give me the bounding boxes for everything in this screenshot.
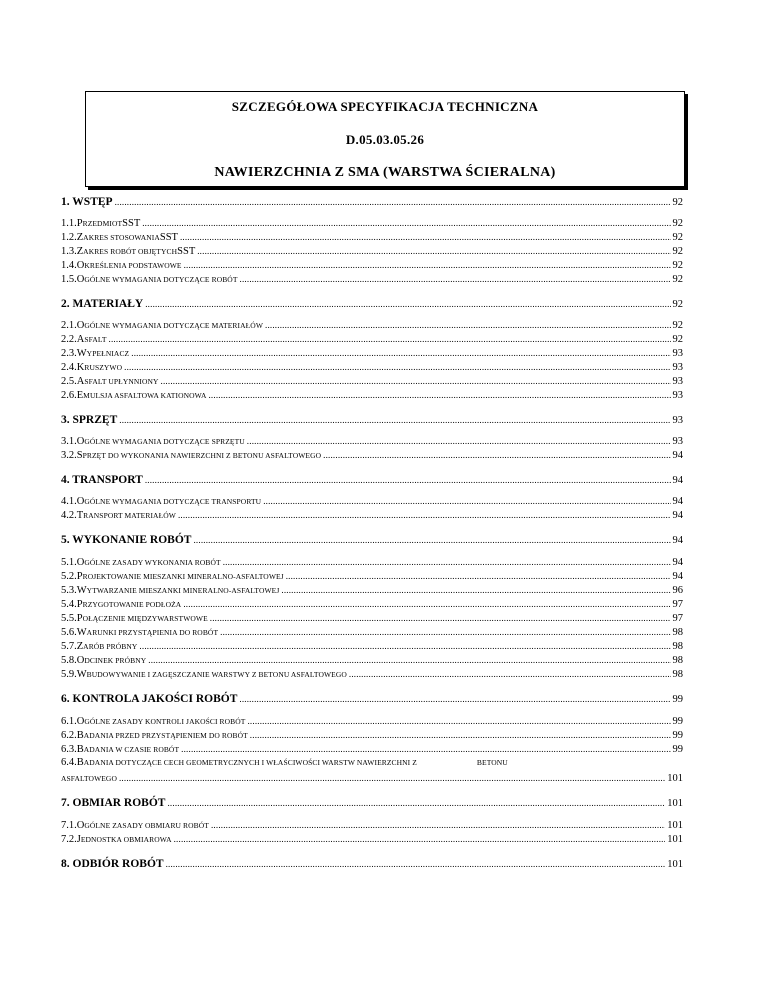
toc-page: 94 — [672, 496, 683, 507]
toc-label: OŁĄCZENIE MIĘDZYWARSTWOWE — [82, 614, 208, 623]
toc-label: 6. KONTROLA JAKOŚCI ROBÓT — [61, 693, 238, 705]
toc-number: 5.5. — [61, 613, 77, 624]
dot-leader — [281, 584, 670, 596]
toc-entry-2-4[interactable] — [61, 361, 683, 374]
dot-leader — [247, 715, 670, 727]
toc-page: 93 — [672, 376, 683, 387]
toc-entry-1-5[interactable] — [61, 273, 683, 286]
toc-label-extra: BETONU — [476, 758, 508, 767]
dot-leader — [263, 495, 670, 507]
toc-page: 93 — [672, 415, 683, 426]
toc-entry-6-1[interactable] — [61, 715, 683, 728]
toc-number: 6.3. — [61, 744, 77, 755]
toc-label: ARÓB PRÓBNY — [83, 642, 138, 651]
toc-page: 92 — [672, 274, 683, 285]
dot-leader — [119, 772, 665, 784]
toc-entry-3-2[interactable] — [61, 449, 683, 462]
dot-leader — [193, 534, 670, 546]
dot-leader — [161, 375, 671, 387]
toc-number: 3.2. — [61, 450, 77, 461]
toc-label-extra: SST — [177, 246, 196, 257]
toc-entry-3-1[interactable] — [61, 435, 683, 448]
document-title: SZCZEGÓŁOWA SPECYFIKACJA TECHNICZNA — [231, 99, 539, 114]
dot-leader — [183, 598, 670, 610]
toc-initial: B — [76, 757, 84, 768]
toc-label-continued: ASFALTOWEGO — [61, 774, 117, 783]
toc-label: ROJEKTOWANIE MIESZANKI MINERALNO-ASFALTOWEJ — [82, 572, 284, 581]
toc-number: 2.4. — [61, 362, 77, 373]
toc-label: RANSPORT MATERIAŁÓW — [83, 511, 176, 520]
toc-label: GÓLNE WYMAGANIA DOTYCZĄCE SPRZĘTU — [84, 437, 245, 446]
toc-initial: O — [76, 820, 85, 831]
toc-number: 5.4. — [61, 599, 77, 610]
toc-number: 4.2. — [61, 510, 77, 521]
toc-label: RZEDMIOT — [82, 219, 123, 228]
toc-label: MULSJA ASFALTOWA KATIONOWA — [83, 391, 207, 400]
toc-page: 97 — [672, 599, 683, 610]
toc-label: GÓLNE ZASADY KONTROLI JAKOŚCI ROBÓT — [84, 717, 246, 726]
toc-number: 1.2. — [61, 232, 77, 243]
toc-initial: O — [76, 655, 85, 666]
toc-page: 92 — [672, 334, 683, 345]
toc-entry-5-9[interactable] — [61, 668, 683, 681]
toc-initial: Z — [76, 246, 84, 257]
toc-entry-2-3[interactable] — [61, 347, 683, 360]
toc-page: 92 — [672, 197, 683, 208]
toc-initial: O — [76, 274, 85, 285]
toc-page: 98 — [672, 627, 683, 638]
toc-entry-5-6[interactable] — [61, 626, 683, 639]
toc-initial: Z — [76, 232, 84, 243]
toc-entry-5-1[interactable] — [61, 556, 683, 569]
toc-number: 1.4. — [61, 260, 77, 271]
dot-leader — [131, 347, 670, 359]
toc-page: 94 — [672, 535, 683, 546]
toc-number: 5.3. — [61, 585, 77, 596]
toc-entry-1-2[interactable] — [61, 231, 683, 244]
dot-leader — [247, 435, 671, 447]
toc-number: 7.1. — [61, 820, 77, 831]
toc-label: 1. WSTĘP — [61, 196, 113, 208]
toc-page: 94 — [672, 571, 683, 582]
toc-page: 92 — [672, 246, 683, 257]
dot-leader — [184, 259, 671, 271]
toc-label: AKRES STOSOWANIA — [83, 233, 160, 242]
toc-page: 93 — [672, 436, 683, 447]
toc-entry-2[interactable] — [61, 298, 683, 311]
toc-page: 92 — [672, 299, 683, 310]
toc-label: ADANIA W CZASIE ROBÓT — [83, 745, 180, 754]
toc-number: 6.1. — [61, 716, 77, 727]
dot-leader — [139, 640, 670, 652]
toc-entry-6-3[interactable] — [61, 743, 683, 756]
toc-initial: P — [76, 571, 83, 582]
toc-entry-6-4[interactable] — [61, 757, 683, 769]
toc-label: 7. OBMIAR ROBÓT — [61, 797, 166, 809]
toc-page: 96 — [672, 585, 683, 596]
toc-number: 5.6. — [61, 627, 77, 638]
toc-page: 98 — [672, 655, 683, 666]
toc-page: 101 — [667, 834, 683, 845]
toc-entry-5-5[interactable] — [61, 612, 683, 625]
toc-number: 2.1. — [61, 320, 77, 331]
toc-label: SFALT UPŁYNNIONY — [84, 377, 159, 386]
dot-leader — [115, 196, 671, 208]
toc-initial: P — [76, 218, 83, 229]
toc-number: 2.3. — [61, 348, 77, 359]
toc-page: 99 — [672, 716, 683, 727]
toc-label: DCINEK PRÓBNY — [84, 656, 147, 665]
toc-number: 6.2. — [61, 730, 77, 741]
toc-label-extra: SST — [122, 218, 141, 229]
toc-entry-2-2[interactable] — [61, 333, 683, 346]
dot-leader — [197, 245, 670, 257]
toc-number: 5.9. — [61, 669, 77, 680]
toc-label: GÓLNE WYMAGANIA DOTYCZĄCE TRANSPORTU — [84, 497, 262, 506]
toc-initial: P — [76, 613, 83, 624]
toc-page: 92 — [672, 320, 683, 331]
toc-label: ADANIA DOTYCZĄCE CECH GEOMETRYCZNYCH I WŁAŚCIWOŚCI WARSTW NAWIERZCHNI Z — [83, 758, 417, 767]
toc-entry-2-6[interactable] — [61, 389, 683, 402]
toc-label: YTWARZANIE MIESZANKI MINERALNO-ASFALTOWEJ — [86, 586, 280, 595]
toc-initial: W — [76, 585, 87, 596]
toc-entry-8[interactable] — [61, 858, 683, 871]
toc-label: RUSZYWO — [84, 363, 123, 372]
toc-entry-6-4-continued[interactable] — [61, 772, 683, 785]
toc-entry-4-2[interactable] — [61, 509, 683, 522]
toc-entry-1-3[interactable] — [61, 245, 683, 258]
toc-label: GÓLNE WYMAGANIA DOTYCZĄCE ROBÓT — [84, 275, 238, 284]
dot-leader — [286, 570, 671, 582]
toc-entry-7-2[interactable] — [61, 833, 683, 846]
toc-entry-6[interactable] — [61, 693, 683, 706]
toc-page: 101 — [667, 773, 683, 784]
toc-page: 92 — [672, 232, 683, 243]
toc-entry-2-5[interactable] — [61, 375, 683, 388]
dot-leader — [181, 743, 670, 755]
toc-label: SFALT — [84, 335, 107, 344]
toc-label: GÓLNE ZASADY WYKONANIA ROBÓT — [84, 558, 221, 567]
toc-initial: O — [76, 716, 85, 727]
toc-page: 93 — [672, 362, 683, 373]
dot-leader — [145, 474, 671, 486]
toc-entry-1[interactable] — [61, 196, 683, 209]
toc-number: 5.2. — [61, 571, 77, 582]
toc-label: BUDOWYWANIE I ZAGĘSZCZANIE WARSTWY Z BETONU ASFALTOWEGO — [86, 670, 347, 679]
toc-entry-6-2[interactable] — [61, 729, 683, 742]
dot-leader — [109, 333, 671, 345]
toc-initial: B — [76, 744, 84, 755]
toc-initial: P — [76, 599, 83, 610]
dot-leader — [240, 273, 671, 285]
toc-initial: O — [76, 320, 85, 331]
dot-leader — [211, 819, 665, 831]
toc-page: 94 — [672, 450, 683, 461]
toc-number: 2.5. — [61, 376, 77, 387]
toc-page: 99 — [672, 694, 683, 705]
dot-leader — [223, 556, 671, 568]
toc-label: 8. ODBIÓR ROBÓT — [61, 858, 164, 870]
toc-label: GÓLNE WYMAGANIA DOTYCZĄCE MATERIAŁÓW — [84, 321, 263, 330]
toc-number: 2.2. — [61, 334, 77, 345]
toc-page: 94 — [672, 510, 683, 521]
toc-number: 3.1. — [61, 436, 77, 447]
toc-number: 2.6. — [61, 390, 77, 401]
toc-label: EDNOSTKA OBMIAROWA — [80, 835, 172, 844]
toc-page: 92 — [672, 218, 683, 229]
toc-initial: B — [76, 730, 84, 741]
toc-entry-5-8[interactable] — [61, 654, 683, 667]
toc-page: 99 — [672, 730, 683, 741]
toc-page: 98 — [672, 641, 683, 652]
toc-initial: O — [76, 260, 85, 271]
toc-number: 5.7. — [61, 641, 77, 652]
toc-number: 7.2. — [61, 834, 77, 845]
dot-leader — [210, 612, 671, 624]
toc-page: 92 — [672, 260, 683, 271]
toc-initial: K — [76, 362, 85, 373]
document-code: D.05.03.05.26 — [345, 132, 425, 147]
toc-entry-4-1[interactable] — [61, 495, 683, 508]
toc-initial: O — [76, 496, 85, 507]
toc-initial: S — [76, 450, 83, 461]
toc-initial: O — [76, 436, 85, 447]
toc-entry-2-1[interactable] — [61, 319, 683, 332]
dot-leader — [220, 626, 670, 638]
toc-initial: J — [76, 834, 81, 845]
dot-leader — [167, 797, 665, 809]
toc-entry-5-3[interactable] — [61, 584, 683, 597]
toc-label: 4. TRANSPORT — [61, 474, 143, 486]
toc-label: GÓLNE ZASADY OBMIARU ROBÓT — [84, 821, 209, 830]
toc-page: 101 — [667, 859, 683, 870]
dot-leader — [142, 217, 670, 229]
toc-number: 6.4. — [61, 757, 77, 768]
dot-leader — [119, 414, 670, 426]
toc-initial: T — [76, 510, 84, 521]
toc-initial: O — [76, 557, 85, 568]
toc-initial: E — [76, 390, 84, 401]
toc-number: 1.3. — [61, 246, 77, 257]
toc-label-extra: SST — [159, 232, 178, 243]
toc-number: 1.1. — [61, 218, 77, 229]
toc-page: 101 — [667, 798, 683, 809]
toc-label: 3. SPRZĘT — [61, 414, 118, 426]
toc-page: 99 — [672, 744, 683, 755]
toc-entry-1-1[interactable] — [61, 217, 683, 230]
toc-page: 94 — [672, 557, 683, 568]
dot-leader — [166, 858, 666, 870]
toc-number: 1.5. — [61, 274, 77, 285]
dot-leader — [265, 319, 671, 331]
toc-entry-3[interactable] — [61, 414, 683, 427]
toc-label: 5. WYKONANIE ROBÓT — [61, 534, 192, 546]
toc-initial: W — [76, 348, 87, 359]
toc-entry-5-4[interactable] — [61, 598, 683, 611]
dot-leader — [174, 833, 666, 845]
toc-initial: A — [76, 376, 85, 387]
dot-leader — [145, 298, 670, 310]
toc-initial: A — [76, 334, 85, 345]
toc-label: RZYGOTOWANIE PODŁOŻA — [82, 600, 182, 609]
toc-initial: Z — [76, 641, 84, 652]
title-box — [85, 91, 685, 187]
toc-page: 97 — [672, 613, 683, 624]
toc-entry-7[interactable] — [61, 797, 683, 810]
toc-label: YPEŁNIACZ — [86, 349, 130, 358]
toc-entry-5[interactable] — [61, 534, 683, 547]
toc-entry-5-2[interactable] — [61, 570, 683, 583]
dot-leader — [323, 449, 670, 461]
dot-leader — [178, 509, 671, 521]
toc-label: AKRES ROBÓT OBJĘTYCH — [83, 247, 178, 256]
toc-label: ARUNKI PRZYSTĄPIENIA DO ROBÓT — [86, 628, 219, 637]
dot-leader — [124, 361, 670, 373]
toc-entry-7-1[interactable] — [61, 819, 683, 832]
toc-page: 98 — [672, 669, 683, 680]
toc-initial: W — [76, 627, 87, 638]
toc-label: 2. MATERIAŁY — [61, 298, 144, 310]
dot-leader — [250, 729, 671, 741]
toc-entry-1-4[interactable] — [61, 259, 683, 272]
toc-page: 101 — [667, 820, 683, 831]
toc-number: 5.1. — [61, 557, 77, 568]
toc-label: PRZĘT DO WYKONANIA NAWIERZCHNI Z BETONU ASFALTOWEGO — [82, 451, 322, 460]
dot-leader — [208, 389, 670, 401]
toc-number: 5.8. — [61, 655, 77, 666]
toc-label: ADANIA PRZED PRZYSTĄPIENIEM DO ROBÓT — [83, 731, 248, 740]
toc-page: 93 — [672, 390, 683, 401]
toc-label: KREŚLENIA PODSTAWOWE — [84, 261, 182, 270]
toc-page: 94 — [672, 475, 683, 486]
document-subject: NAWIERZCHNIA Z SMA (WARSTWA ŚCIERALNA) — [214, 165, 556, 180]
toc-number: 4.1. — [61, 496, 77, 507]
toc-entry-4[interactable] — [61, 474, 683, 487]
toc-entry-5-7[interactable] — [61, 640, 683, 653]
toc-initial: W — [76, 669, 87, 680]
dot-leader — [148, 654, 670, 666]
dot-leader — [180, 231, 671, 243]
dot-leader — [239, 693, 670, 705]
dot-leader — [349, 668, 671, 680]
toc-page: 93 — [672, 348, 683, 359]
